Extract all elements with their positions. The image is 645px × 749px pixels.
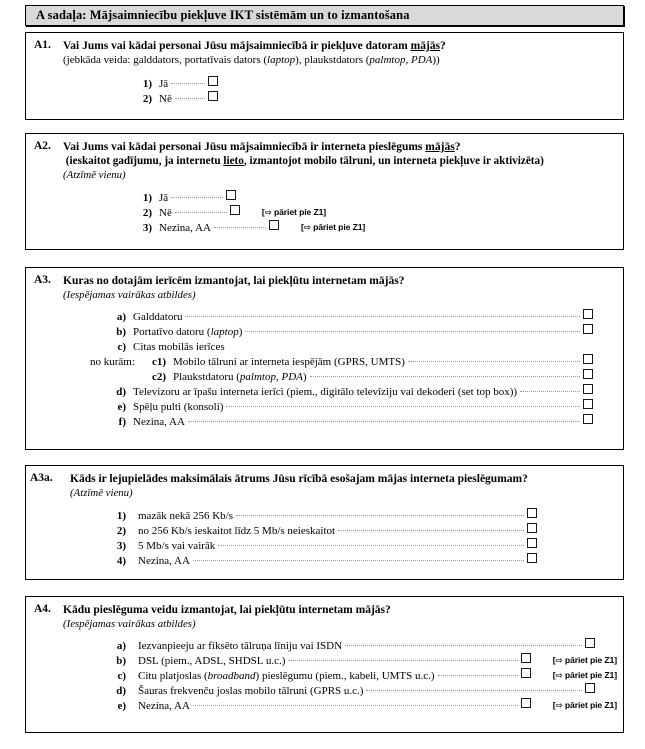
question-a2-subtitle-bold: (ieskaitot gadījumu, ja internetu lieto, izmantojot mobilo tālruni, un interneta piekļuve ir aktivizēta) — [63, 155, 544, 167]
question-a3a-number: A3a. — [30, 472, 53, 484]
option-a3-e[interactable] — [112, 400, 593, 415]
option-a2-3-label: Nezina, AA — [159, 222, 211, 234]
option-a3-a-label: Galddatoru — [133, 311, 183, 323]
option-a1-2-label: Nē — [159, 93, 172, 105]
checkbox-a2-3[interactable] — [269, 220, 279, 230]
question-a1-title: Vai Jums vai kādai personai Jūsu mājsaimniecībā ir piekļuve datoram mājās? — [63, 40, 446, 52]
option-a3-c-label: Citas mobilās ierīces — [133, 341, 225, 353]
question-a2-subtitle-italic: (Atzīmē vienu) — [63, 169, 126, 181]
option-a4-b-label: DSL (piem., ADSL, SHDSL u.c.) — [138, 655, 286, 667]
section-header-title: A sadaļa: Mājsaimniecību piekļuve IKT sistēmām un to izmantošana — [36, 8, 410, 22]
option-a4-b[interactable] — [112, 654, 617, 669]
skip-instruction-a2-3: [⇨ pāriet pie Z1] — [300, 222, 366, 232]
option-a3a-2[interactable] — [112, 524, 537, 539]
question-a1-subtitle: (jebkāda veida: galddators, portatīvais dators (laptop), plaukstdators (palmtop, PDA)) — [63, 54, 440, 66]
question-a3a-head — [26, 472, 623, 500]
checkbox-a3-f[interactable] — [583, 414, 593, 424]
option-a4-a-label: Iezvanpieeju ar fiksēto tālruņa līniju vai ISDN — [138, 640, 343, 652]
question-a3a-title: Kāds ir lejupielādes maksimālais ātrums Jūsu rīcībā esošajam mājas interneta pieslēgumam? — [70, 473, 528, 485]
option-a4-c[interactable] — [112, 669, 617, 684]
question-a4-subtitle-italic: (Iespējamas vairākas atbildes) — [63, 618, 196, 630]
option-a3a-3-number: 3) — [116, 540, 126, 552]
option-a3-e-label: Spēļu pulti (konsoli) — [133, 401, 224, 413]
leader-dots — [175, 212, 227, 213]
option-a3-c2[interactable] — [112, 370, 593, 385]
option-a1-2[interactable] — [138, 92, 218, 107]
question-a3a-options — [26, 509, 623, 569]
option-a4-a[interactable] — [112, 639, 617, 654]
leader-dots — [214, 227, 266, 228]
question-a3-options — [26, 310, 623, 430]
checkbox-a3-a[interactable] — [583, 309, 593, 319]
option-a3-c1-lead: no kurām: — [90, 356, 135, 368]
option-a4-e-label: Nezina, AA — [138, 700, 190, 712]
option-a3a-1[interactable] — [112, 509, 537, 524]
skip-instruction-a4-e: [⇨ pāriet pie Z1] — [552, 700, 617, 710]
option-a3-c1-number: c1) — [151, 356, 166, 368]
option-a3a-4[interactable] — [112, 554, 537, 569]
option-a4-c-number: c) — [117, 670, 126, 682]
option-a4-d-number: d) — [116, 685, 126, 697]
checkbox-a3-d[interactable] — [583, 384, 593, 394]
option-a3-a[interactable] — [112, 310, 593, 325]
option-a2-3[interactable] — [138, 221, 623, 236]
checkbox-a1-2[interactable] — [208, 91, 218, 101]
option-a2-3-number: 3) — [142, 222, 152, 234]
question-a4-title: Kādu pieslēguma veidu izmantojat, lai piekļūtu internetam mājās? — [63, 604, 391, 616]
leader-dots — [193, 560, 524, 561]
option-a3-b-label: Portatīvo datoru (laptop) — [133, 326, 243, 338]
skip-instruction-a2-2: [⇨ pāriet pie Z1] — [261, 207, 327, 217]
question-a1-options — [26, 77, 623, 107]
option-a3-f-label: Nezina, AA — [133, 416, 185, 428]
option-a3-f[interactable] — [112, 415, 593, 430]
question-a4-options — [26, 639, 623, 714]
option-a3a-2-number: 2) — [116, 525, 126, 537]
option-a4-e[interactable] — [112, 699, 617, 714]
checkbox-a4-c[interactable] — [521, 668, 531, 678]
question-a3-subtitle-italic: (Iespējamas vairākas atbildes) — [63, 289, 196, 301]
option-a1-1-number: 1) — [142, 78, 152, 90]
leader-dots — [226, 406, 580, 407]
option-a4-e-number: e) — [117, 700, 126, 712]
option-a3a-4-number: 4) — [116, 555, 126, 567]
checkbox-a2-1[interactable] — [226, 190, 236, 200]
checkbox-a4-d[interactable] — [585, 683, 595, 693]
leader-dots — [175, 98, 205, 99]
skip-instruction-a4-c: [⇨ pāriet pie Z1] — [552, 670, 617, 680]
leader-dots — [171, 197, 223, 198]
option-a3-f-number: f) — [118, 416, 126, 428]
option-a3a-3[interactable] — [112, 539, 537, 554]
question-block-a4 — [25, 596, 624, 733]
leader-dots — [188, 421, 580, 422]
leader-dots — [218, 545, 524, 546]
leader-dots — [193, 705, 518, 706]
option-a3a-1-number: 1) — [116, 510, 126, 522]
option-a1-1[interactable] — [138, 77, 218, 92]
question-a3a-subtitle-italic: (Atzīmē vienu) — [70, 487, 133, 499]
question-a3-title: Kuras no dotajām ierīcēm izmantojat, lai piekļūtu internetam mājās? — [63, 275, 405, 287]
option-a4-d[interactable] — [112, 684, 617, 699]
skip-instruction-a4-b: [⇨ pāriet pie Z1] — [552, 655, 617, 665]
option-a1-2-number: 2) — [142, 93, 152, 105]
option-a2-2-number: 2) — [142, 207, 152, 219]
option-a3-c-number: c) — [117, 341, 126, 353]
option-a4-c-label: Citu platjoslas (broadband) pieslēgumu (piem., kabeli, UMTS u.c.) — [138, 670, 435, 682]
option-a2-1-number: 1) — [142, 192, 152, 204]
leader-dots — [236, 515, 524, 516]
option-a3-a-number: a) — [116, 311, 126, 323]
option-a2-2[interactable] — [138, 206, 623, 221]
option-a3-c2-label: Plaukstdatoru (palmtop, PDA) — [173, 371, 307, 383]
option-a4-d-label: Šauras frekvenču joslas mobilo tālruni (GPRS u.c.) — [138, 685, 364, 697]
checkbox-a2-2[interactable] — [230, 205, 240, 215]
option-a3-c2-number: c2) — [151, 371, 166, 383]
checkbox-a4-e[interactable] — [521, 698, 531, 708]
option-a3-d-label: Televizoru ar īpašu interneta ierīci (piem., digitālo televīziju vai dekoderi (set top box)) — [133, 386, 518, 398]
option-a4-a-number: a) — [116, 640, 126, 652]
option-a3a-4-label: Nezina, AA — [138, 555, 190, 567]
question-a2-head — [26, 140, 623, 182]
question-block-a1 — [25, 32, 624, 120]
option-a3-c1[interactable] — [90, 355, 593, 370]
option-a3-c1-label: Mobilo tālruni ar interneta iespējām (GPRS, UMTS) — [173, 356, 405, 368]
checkbox-a3-c1[interactable] — [583, 354, 593, 364]
option-a3-c — [112, 340, 593, 355]
checkbox-a3a-3[interactable] — [527, 538, 537, 548]
leader-dots — [438, 675, 518, 676]
option-a3-b[interactable] — [112, 325, 593, 340]
checkbox-a3a-2[interactable] — [527, 523, 537, 533]
question-a2-options — [26, 191, 623, 236]
leader-dots — [245, 331, 580, 332]
leader-dots — [310, 376, 580, 377]
question-a2-number: A2. — [34, 140, 51, 152]
option-a3-e-number: e) — [117, 401, 126, 413]
question-a4-head — [26, 603, 623, 631]
question-block-a2 — [25, 133, 624, 250]
option-a3a-3-label: 5 Mb/s vai vairāk — [138, 540, 216, 552]
option-a2-2-label: Nē — [159, 207, 172, 219]
leader-dots — [171, 83, 205, 84]
checkbox-a3-c2[interactable] — [583, 369, 593, 379]
option-a3a-1-label: mazāk nekā 256 Kb/s — [138, 510, 233, 522]
leader-dots — [288, 660, 517, 661]
option-a3a-2-label: no 256 Kb/s ieskaitot līdz 5 Mb/s neieskaitot — [138, 525, 336, 537]
question-a3-head — [26, 274, 623, 302]
leader-dots — [185, 316, 580, 317]
question-a3-number: A3. — [34, 274, 51, 286]
question-block-a3 — [25, 267, 624, 450]
checkbox-a3-e[interactable] — [583, 399, 593, 409]
leader-dots — [520, 391, 580, 392]
option-a1-1-label: Jā — [159, 78, 169, 90]
question-a1-head — [26, 39, 623, 67]
leader-dots — [408, 361, 580, 362]
option-a2-1[interactable] — [138, 191, 623, 206]
checkbox-a3a-4[interactable] — [527, 553, 537, 563]
option-a2-1-label: Jā — [159, 192, 169, 204]
option-a3-d-number: d) — [116, 386, 126, 398]
checkbox-a1-1[interactable] — [208, 76, 218, 86]
leader-dots — [345, 645, 582, 646]
question-block-a3a — [25, 465, 624, 580]
question-a1-number: A1. — [34, 39, 51, 51]
option-a3-b-number: b) — [116, 326, 126, 338]
option-a3-d[interactable] — [112, 385, 593, 400]
leader-dots — [338, 530, 524, 531]
checkbox-a4-a[interactable] — [585, 638, 595, 648]
checkbox-a4-b[interactable] — [521, 653, 531, 663]
option-a4-b-number: b) — [116, 655, 126, 667]
question-a4-number: A4. — [34, 603, 51, 615]
leader-dots — [366, 690, 582, 691]
checkbox-a3-b[interactable] — [583, 324, 593, 334]
section-header — [25, 5, 624, 26]
question-a2-title: Vai Jums vai kādai personai Jūsu mājsaimniecībā ir interneta pieslēgums mājās? — [63, 141, 461, 153]
checkbox-a3a-1[interactable] — [527, 508, 537, 518]
